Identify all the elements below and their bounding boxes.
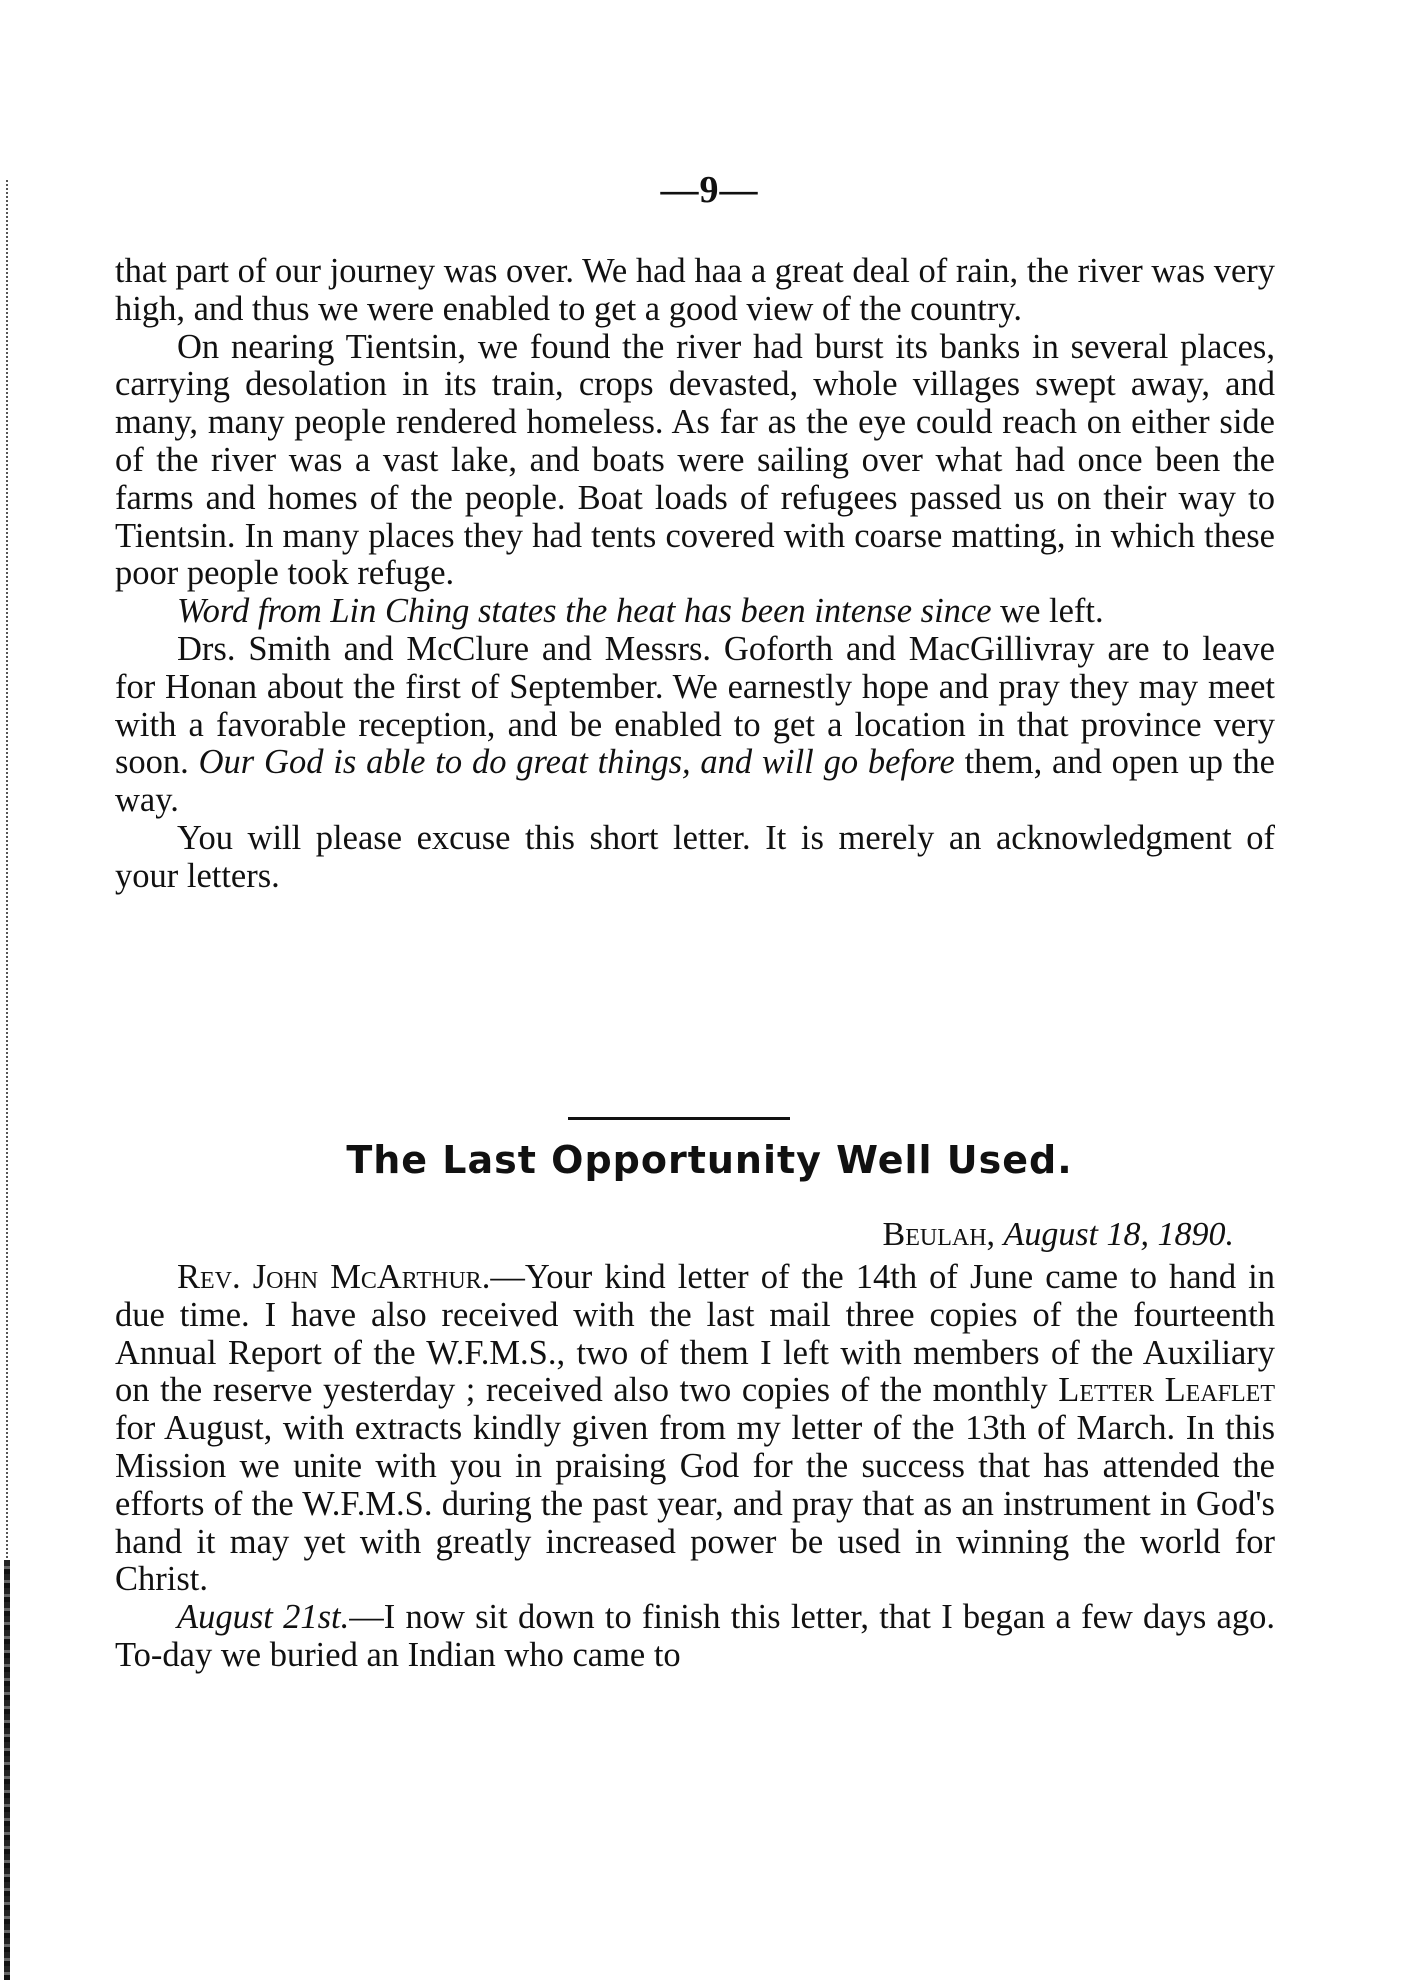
page-number: —9—: [660, 169, 759, 211]
scan-edge-binding: [4, 1560, 10, 1980]
paragraph-closing: You will please excuse this short letter. It is merely an acknowledgment of your letters.: [115, 818, 1275, 895]
dateline-date: August 18, 1890.: [1003, 1216, 1234, 1253]
mcarthur-text-b: for August, with extracts kindly given from my letter of the 13th of March. In this Mission we unite with you in praising God for the success that has attended the efforts of the W.F.M.S. during the past year, and pray that as an instrument in God's hand it may yet with greatly increased power be used in winning the world for Christ.: [115, 1409, 1275, 1599]
mcarthur-text-a: —Your kind letter of the 14th of June came to hand in due time. I have also received with the last mail three copies of the fourteenth Annual Report of the W.F.M.S., two of them I left with members of the Auxiliary on the reserve yesterday ; received also two copies of the monthly: [115, 1258, 1275, 1410]
lin-ching-rest: we left.: [991, 592, 1104, 631]
paragraph-august-21: [115, 1599, 1275, 1675]
letter-continuation: [115, 253, 1275, 896]
dateline: [883, 1216, 1234, 1254]
honan-end: them, and open up the way.: [115, 743, 1275, 820]
paragraph-tientsin: On nearing Tientsin, we found the river had burst its banks in several places, carrying desolation in its train, crops devasted, whole villages swept away, and many, many people rendered homeless. As far as the eye could reach on either side of the river was a vast lake, and boats were sailing over what had once been the farms and homes of the people. Boat loads of refugees passed us on their way to Tientsin. In many places they had tents covered with coarse matting, in which these poor people took refuge.: [115, 327, 1275, 593]
letter-leaflet-title: Letter Leaflet: [1058, 1371, 1275, 1410]
paragraph-honan: [115, 631, 1275, 820]
section-title: The Last Opportunity Well Used.: [346, 1138, 1073, 1182]
paragraph-mcarthur: [115, 1259, 1275, 1599]
honan-text: Drs. Smith and McClure and Messrs. Goforth and MacGillivray are to leave for Honan about the first of September. We earnestly hope and pray they may meet with a favorable reception, and be enabled to get a location in that province very soon.: [115, 629, 1275, 782]
paragraph-lin-ching: [115, 593, 1275, 631]
august-21-text: —I now sit down to finish this letter, that I began a few days ago. To-day we buried an Indian who came to: [115, 1598, 1275, 1674]
honan-italic: Our God is able to do great things, and will go before: [198, 743, 955, 782]
lin-ching-italic: Word from Lin Ching states the heat has been intense since: [177, 592, 992, 631]
section-divider: [568, 1117, 790, 1120]
letter-beulah: [115, 1259, 1275, 1675]
author-name: Rev. John McArthur.: [177, 1258, 491, 1296]
dateline-place: Beulah,: [882, 1216, 996, 1253]
paragraph-journey: that part of our journey was over. We had haa a great deal of rain, the river was very high, and thus we were enabled to get a good view of the country.: [115, 252, 1275, 328]
august-21-date: August 21st.: [177, 1598, 350, 1637]
